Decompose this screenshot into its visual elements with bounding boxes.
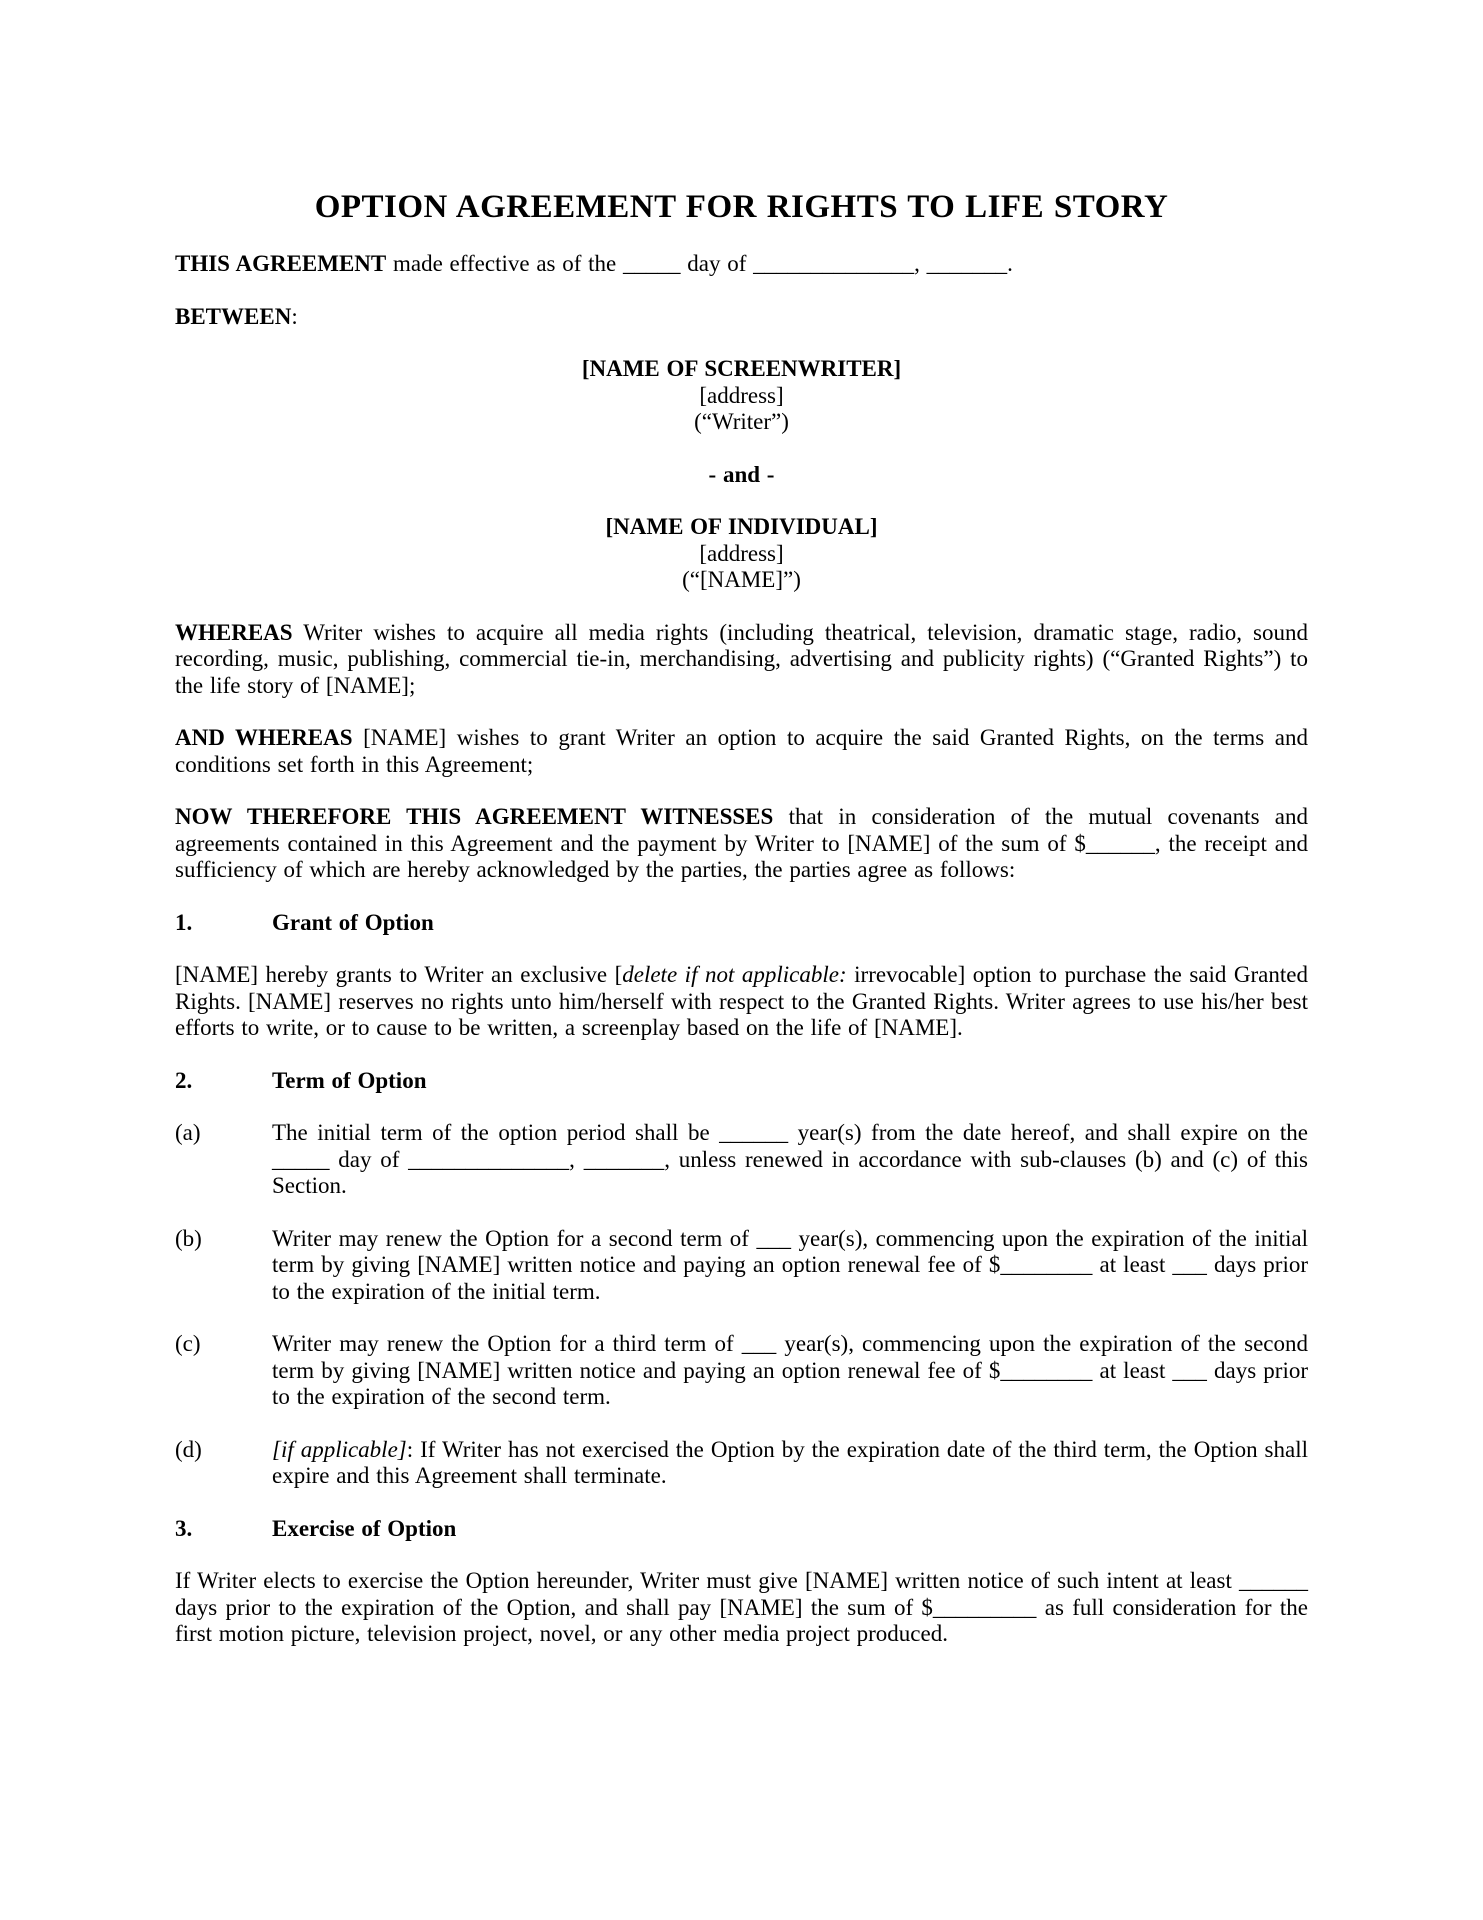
clause-d-label: (d) xyxy=(175,1436,202,1462)
party-individual-address: [address] xyxy=(699,540,784,566)
clause-a-text: The initial term of the option period shall be ______ year(s) from the date hereof, and shall expire on the _____ day of ______________, _______, unless renewed in accordance with sub-clauses (b) and (c) of this Section. xyxy=(272,1120,1308,1198)
section-3-number: 3. xyxy=(175,1515,193,1541)
section-1-body xyxy=(175,962,1308,1042)
and-separator: - and - xyxy=(708,461,775,487)
section-1-heading xyxy=(175,910,1308,937)
therefore-lead: NOW THEREFORE THIS AGREEMENT WITNESSES xyxy=(175,804,774,829)
party-individual-block xyxy=(175,514,1308,594)
intro-clause-text: made effective as of the _____ day of ______________, _______. xyxy=(386,251,1013,276)
intro-clause xyxy=(175,251,1308,278)
party-individual-name: [NAME OF INDIVIDUAL] xyxy=(605,514,878,539)
section-3-body: If Writer elects to exercise the Option hereunder, Writer must give [NAME] written notice of such intent at least ______ days prior to the expiration of the Option, and shall pay [NAME] the sum of $_________ as full consideration for the first motion picture, television project, novel, or any other media project produced. xyxy=(175,1568,1308,1646)
section-2-heading xyxy=(175,1068,1308,1095)
between-label xyxy=(175,304,1308,331)
clause-b-label: (b) xyxy=(175,1225,202,1251)
whereas-clause-1 xyxy=(175,620,1308,700)
party-individual-alias: (“[NAME]”) xyxy=(682,567,801,592)
clause-b xyxy=(175,1226,1308,1306)
document-title: OPTION AGREEMENT FOR RIGHTS TO LIFE STORY xyxy=(314,189,1169,225)
clause-a-label: (a) xyxy=(175,1120,201,1145)
whereas-1-text: Writer wishes to acquire all media rights (including theatrical, television, dramatic stage, radio, sound recording, music, publishing, commercial tie-in, merchandising, advertising and publicity rights) (“Granted Rights”) to the life story of [NAME]; xyxy=(175,619,1308,698)
whereas-1-lead: WHEREAS xyxy=(175,619,293,645)
party-writer-address: [address] xyxy=(699,382,784,408)
clause-c-label: (c) xyxy=(175,1331,201,1356)
section-2-title: Term of Option xyxy=(272,1067,427,1093)
section-1-body-instruction: delete if not applicable: xyxy=(622,962,847,987)
whereas-2-lead: AND WHEREAS xyxy=(175,725,353,750)
clause-d-text: : If Writer has not exercised the Option by the expiration date of the third term, the Option shall expire and this Agreement shall terminate. xyxy=(272,1436,1308,1488)
section-1-body-post: irrevocable] option to purchase the said Granted Rights. [NAME] reserves no rights unto him/herself with respect to the Granted Rights. Writer agrees to use his/her best efforts to write, or to cause to be written, a screenplay based on the life of [NAME]. xyxy=(175,962,1308,1040)
section-2-number: 2. xyxy=(175,1067,193,1093)
clause-c xyxy=(175,1331,1308,1411)
section-1-number: 1. xyxy=(175,909,193,935)
clause-d-instruction: [if applicable] xyxy=(272,1436,407,1462)
intro-clause-lead: THIS AGREEMENT xyxy=(175,251,387,276)
party-writer-name: [NAME OF SCREENWRITER] xyxy=(581,356,902,381)
clause-d xyxy=(175,1437,1308,1490)
section-1-title: Grant of Option xyxy=(272,909,434,935)
clause-a xyxy=(175,1120,1308,1200)
between-colon: : xyxy=(291,303,298,329)
party-writer-alias: (“Writer”) xyxy=(694,409,789,434)
section-3-heading xyxy=(175,1516,1308,1543)
party-writer-block xyxy=(175,356,1308,436)
section-1-body-pre: [NAME] hereby grants to Writer an exclusive [ xyxy=(175,962,623,987)
therefore-clause xyxy=(175,804,1308,884)
between-word: BETWEEN xyxy=(175,303,292,329)
therefore-text: that in consideration of the mutual covenants and agreements contained in this Agreement and the payment by Writer to [NAME] of the sum of $______, the receipt and sufficiency of which are hereby acknowledged by the parties, the parties agree as follows: xyxy=(175,804,1308,882)
clause-c-text: Writer may renew the Option for a third term of ___ year(s), commencing upon the expiration of the second term by giving [NAME] written notice and paying an option renewal fee of $________ at least ___ days prior to the expiration of the second term. xyxy=(272,1331,1308,1409)
clause-b-text: Writer may renew the Option for a second term of ___ year(s), commencing upon the expiration of the initial term by giving [NAME] written notice and paying an option renewal fee of $________ at least ___ days prior to the expiration of the initial term. xyxy=(272,1225,1308,1304)
section-3-title: Exercise of Option xyxy=(272,1515,457,1541)
whereas-2-text: [NAME] wishes to grant Writer an option to acquire the said Granted Rights, on the terms and conditions set forth in this Agreement; xyxy=(175,725,1309,777)
whereas-clause-2 xyxy=(175,725,1308,778)
